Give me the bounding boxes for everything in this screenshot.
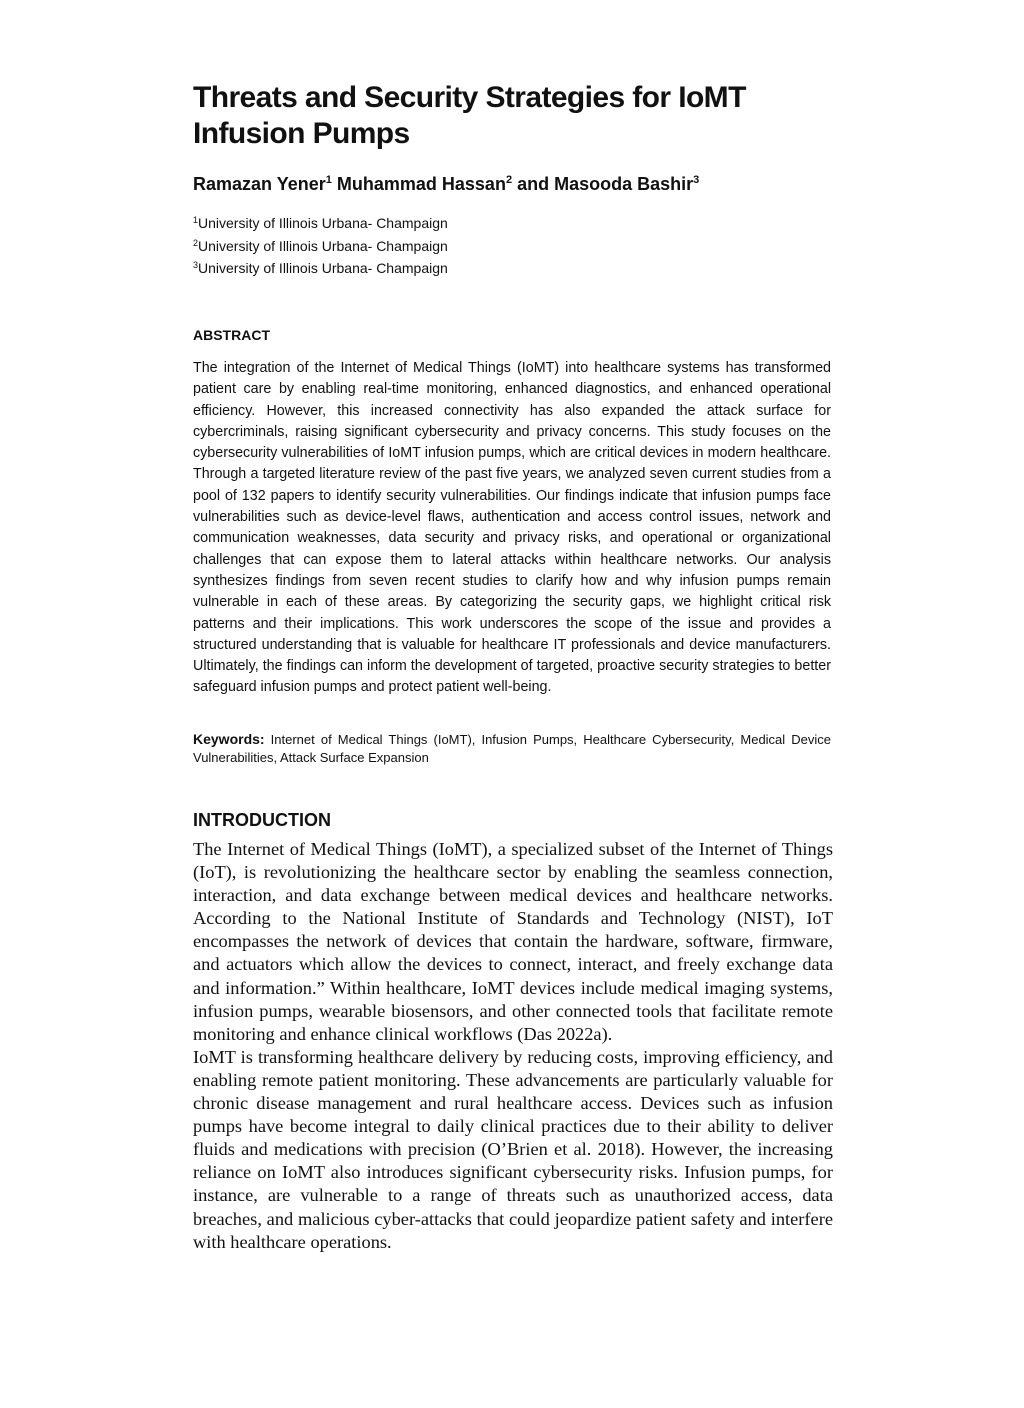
introduction-paragraph: IoMT is transforming healthcare delivery by reducing costs, improving efficiency, and enabling remote patient monitoring. These advancements are particularly valuable for chronic disease management and rural healthcare access. Devices such as infusion pumps have become integral to daily clinical practices due to their ability to deliver fluids and medications with precision (O’Brien et al. 2018). However, the increasing reliance on IoMT also introduces significant cybersecurity risks. Infusion pumps, for instance, are vulnerable to a range of threats such as unauthorized access, data breaches, and malicious cyber-attacks that could jeopardize patient safety and interfere with healthcare operations. — [193, 1046, 833, 1252]
author-name: Ramazan Yener — [193, 174, 326, 194]
affiliation-number: 1 — [193, 215, 199, 225]
abstract-heading: ABSTRACT — [193, 327, 270, 343]
affiliation-text: University of Illinois Urbana- Champaign — [198, 237, 448, 254]
affiliation-line — [193, 257, 833, 280]
author-affiliation-marker: 1 — [325, 174, 332, 186]
introduction-body — [193, 838, 833, 1254]
paper-title: Threats and Security Strategies for IoMT Infusion Pumps — [193, 81, 746, 150]
author-list — [193, 172, 833, 196]
introduction-paragraph: The Internet of Medical Things (IoMT), a specialized subset of the Internet of Things (IoT), is revolutionizing the healthcare sector by enabling the seamless connection, interaction, and data exchange between medical devices and healthcare networks. According to the National Institute of Standards and Technology (NIST), IoT encompasses the network of devices that contain the hardware, software, firmware, and actuators which allow the devices to connect, interact, and freely exchange data and information.” Within healthcare, IoMT devices include medical imaging systems, infusion pumps, wearable biosensors, and other connected tools that facilitate remote monitoring and enhance clinical workflows (Das 2022a). — [193, 839, 833, 1044]
author-name: Muhammad Hassan — [336, 174, 506, 194]
affiliation-text: University of Illinois Urbana- Champaign — [198, 260, 448, 276]
affiliation-number: 3 — [193, 260, 199, 270]
keywords-text: Internet of Medical Things (IoMT), Infusion Pumps, Healthcare Cybersecurity, Medical Device Vulnerabilities, Attack Surface Expansion — [193, 732, 831, 765]
affiliation-line — [193, 212, 833, 235]
author-affiliation-marker: 2 — [505, 174, 513, 186]
author-affiliation-marker: 3 — [693, 174, 700, 186]
introduction-heading: INTRODUCTION — [193, 810, 331, 830]
keywords — [193, 731, 831, 766]
abstract-body: The integration of the Internet of Medical Things (IoMT) into healthcare systems has transformed patient care by enabling real-time monitoring, enhanced diagnostics, and enhanced operational efficiency. However, this increased connectivity has also expanded the attack surface for cybercriminals, raising significant cybersecurity and privacy concerns. This study focuses on the cybersecurity vulnerabilities of IoMT infusion pumps, which are critical devices in modern healthcare. Through a targeted literature review of the past five years, we analyzed seven current studies from a pool of 132 papers to identify security vulnerabilities. Our findings indicate that infusion pumps face vulnerabilities such as device-level flaws, authentication and access control issues, network and communication weaknesses, data security and privacy risks, and operational or organizational challenges that can expose them to lateral attacks within healthcare networks. Our analysis synthesizes findings from seven recent studies to clarify how and why infusion pumps remain vulnerable in each of these areas. By categorizing the security gaps, we highlight critical risk patterns and their implications. This work underscores the scope of the issue and provides a structured understanding that is valuable for healthcare IT professionals and device manufacturers. Ultimately, the findings can inform the development of targeted, proactive security strategies to better safeguard infusion pumps and protect patient well-being. — [193, 360, 831, 696]
author-connector: and — [517, 174, 550, 194]
affiliation-text: University of Illinois Urbana- Champaign — [198, 215, 448, 231]
keywords-label: Keywords: — [193, 731, 265, 747]
affiliation-list — [193, 212, 833, 280]
affiliation-number: 2 — [193, 237, 199, 248]
affiliation-line — [193, 235, 833, 258]
author-name: Masooda Bashir — [554, 174, 694, 194]
